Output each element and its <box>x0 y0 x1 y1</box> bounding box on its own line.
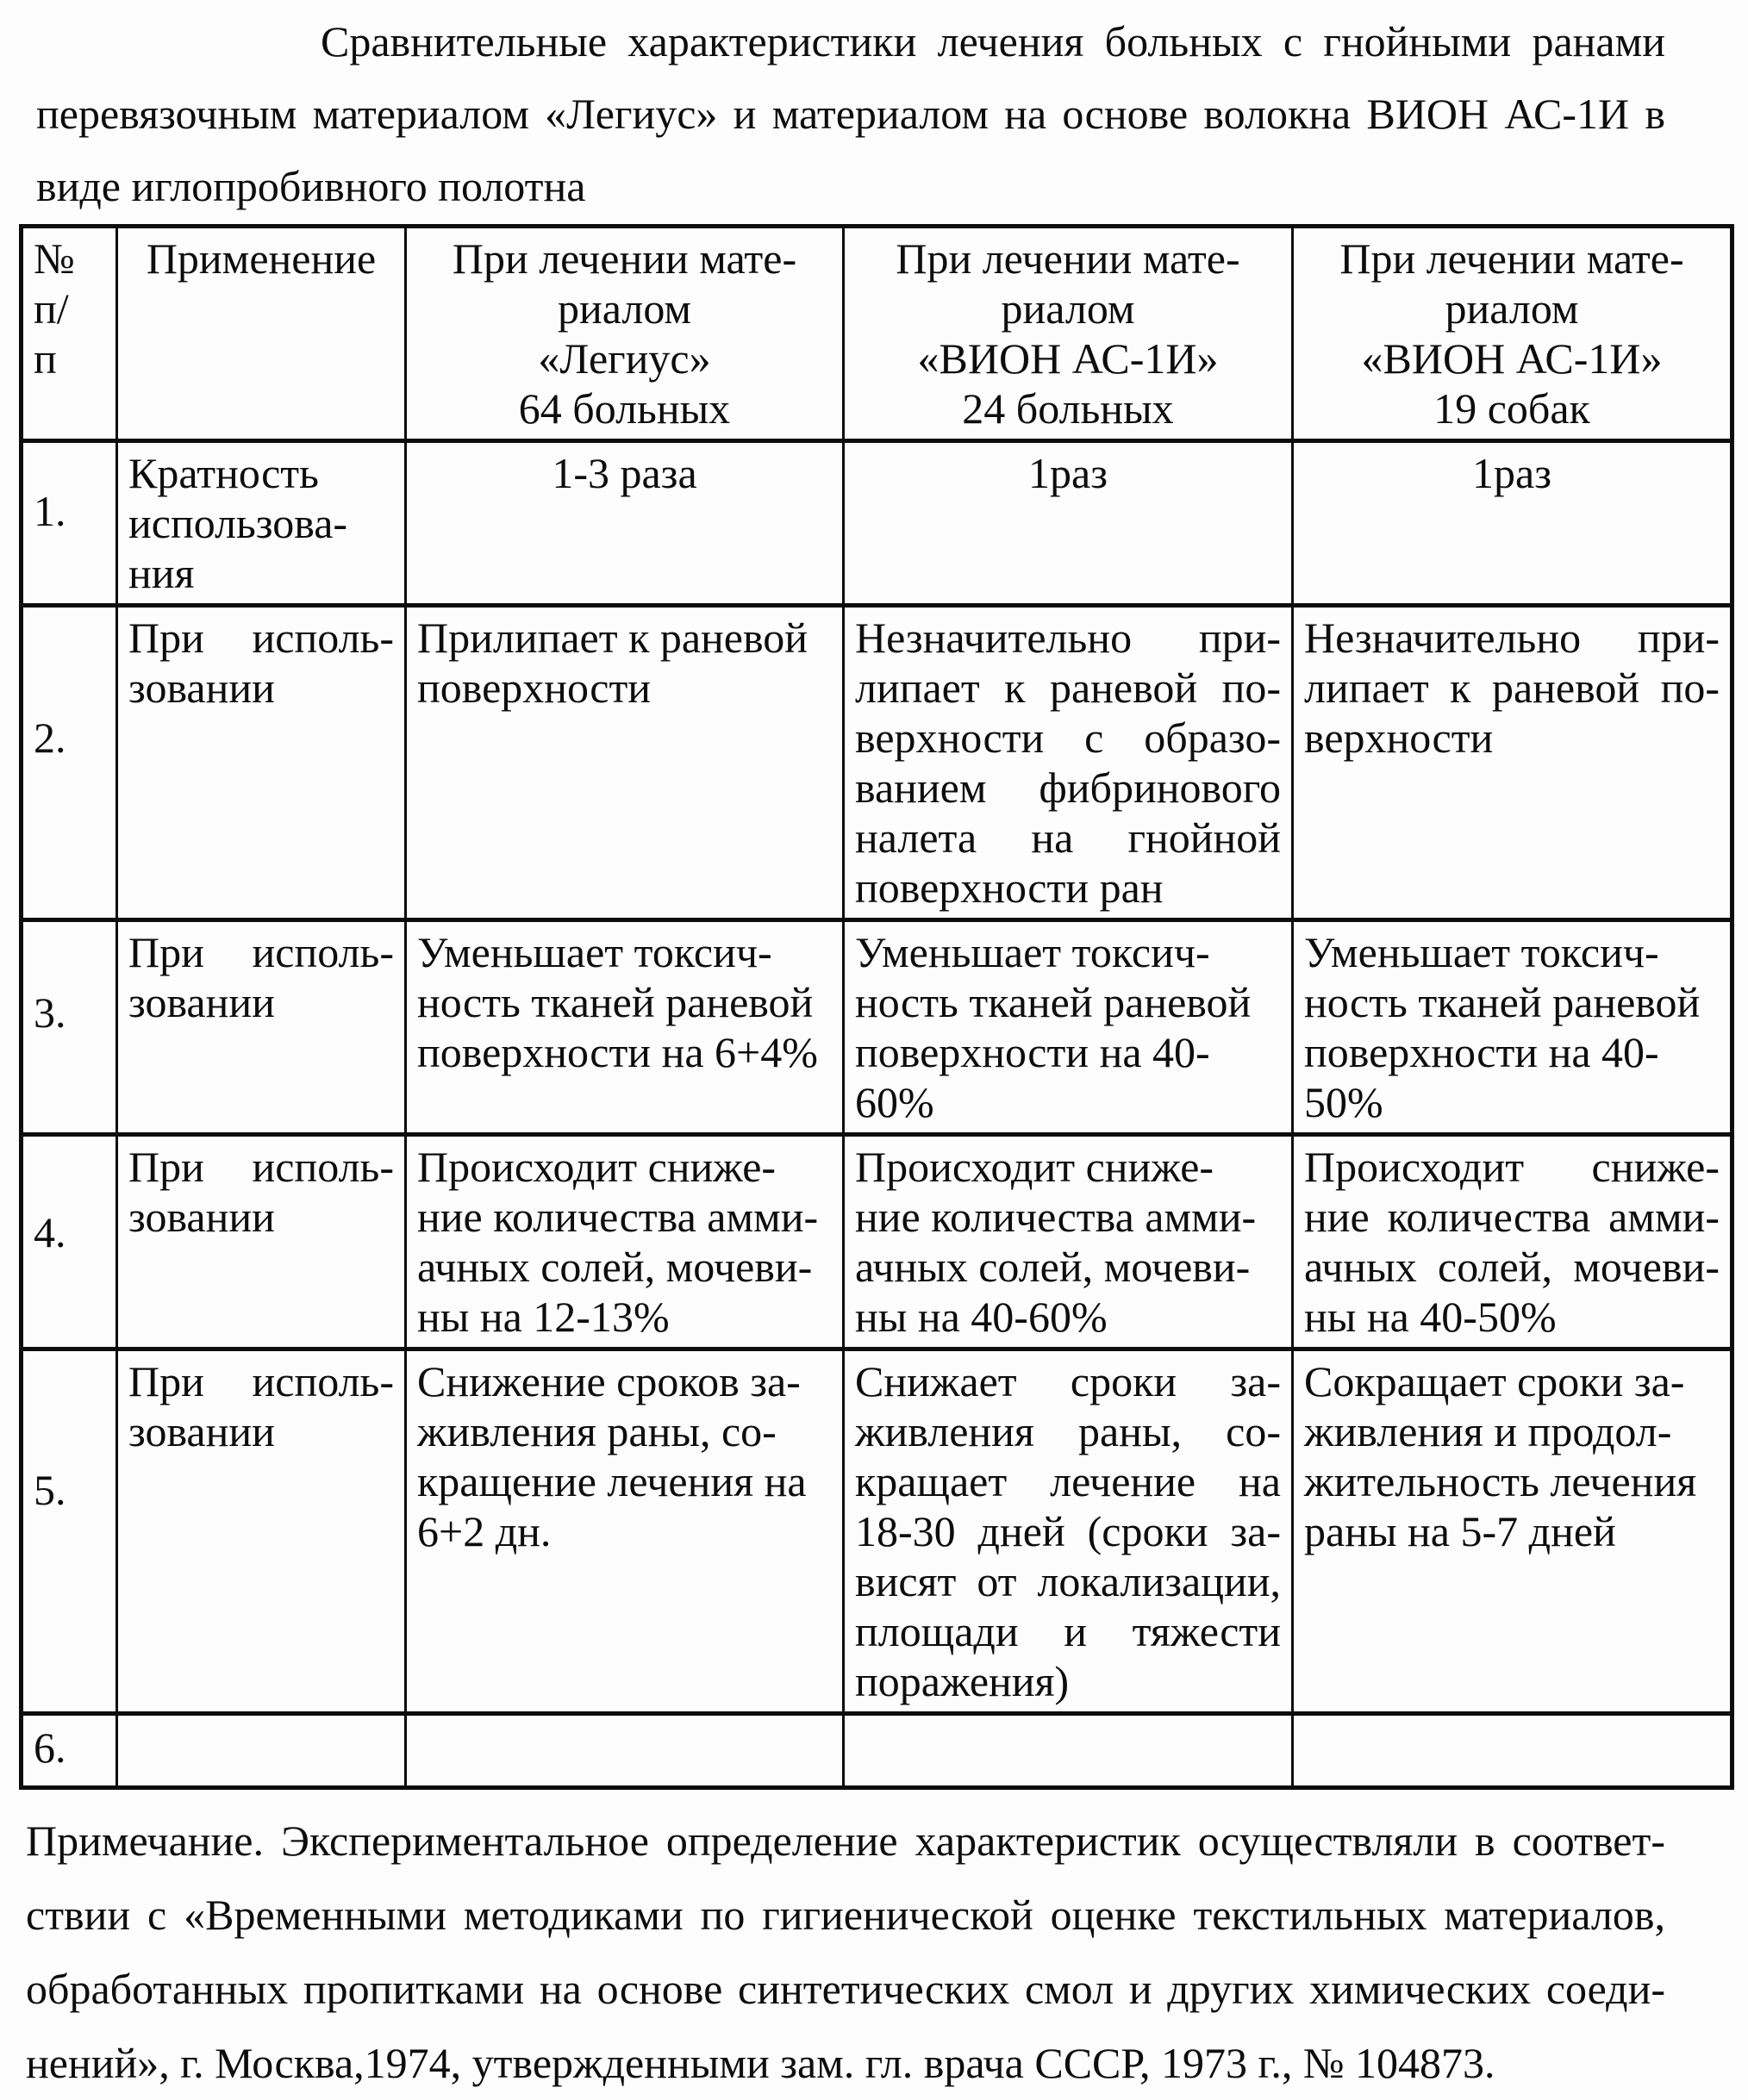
column-header-application: Применение <box>117 227 406 441</box>
row-number-cell: 4. <box>22 1135 117 1349</box>
vion19-cell: 1раз <box>1293 441 1732 606</box>
vion24-cell: Незначительно при- липает к раневой по- верхности с образо- ванием фибринового налета на гнойной поверхности ран <box>844 606 1293 920</box>
header-row <box>22 227 1732 441</box>
column-header-vion-19: При лечении мате- риалом «ВИОН АС-1И» 19 собак <box>1293 227 1732 441</box>
column-header-vion-24: При лечении мате- риалом «ВИОН АС-1И» 24 больных <box>844 227 1293 441</box>
legius-cell: Происходит сниже- ние количества амми- ачных солей, мочеви- ны на 12-13% <box>406 1135 844 1349</box>
legius-cell <box>406 1714 844 1788</box>
table-row <box>22 1135 1732 1349</box>
row-number-cell: 2. <box>22 606 117 920</box>
legius-cell: Прилипает к раневой поверхности <box>406 606 844 920</box>
application-cell: При исполь- зовании <box>117 920 406 1135</box>
application-cell: При исполь- зовании <box>117 1135 406 1349</box>
row-number-cell: 6. <box>22 1714 117 1788</box>
vion24-cell: 1раз <box>844 441 1293 606</box>
legius-cell: Снижение сроков за- живления раны, со- кращение лечения на 6+2 дн. <box>406 1349 844 1714</box>
legius-cell: 1-3 раза <box>406 441 844 606</box>
application-cell <box>117 1714 406 1788</box>
footnote: Примечание. Экспериментальное определение характеристик осуществляли в соответ- ствии с «Временными методиками по гигиенической оценке текстильных материалов, обработанных пропитками на основе синтетических смол и других химических соеди- нений», г. Москва,1974, утвержденными зам. гл. врача СССР, 1973 г., № 104873. <box>26 1816 1665 2087</box>
row-number-cell: 1. <box>22 441 117 606</box>
vion19-cell: Сокращает сроки за- живления и продол- жительность лечения раны на 5-7 дней <box>1293 1349 1732 1714</box>
row-number-cell: 3. <box>22 920 117 1135</box>
vion19-cell <box>1293 1714 1732 1788</box>
table-row <box>22 606 1732 920</box>
vion19-cell: Уменьшает токсич- ность тканей раневой поверхности на 40- 50% <box>1293 920 1732 1135</box>
vion19-cell: Происходит сниже- ние количества амми- ачных солей, мочеви- ны на 40-50% <box>1293 1135 1732 1349</box>
vion24-cell: Происходит сниже- ние количества амми- ачных солей, мочеви- ны на 40-60% <box>844 1135 1293 1349</box>
column-header-legius: При лечении мате- риалом «Легиус» 64 больных <box>406 227 844 441</box>
table-row <box>22 920 1732 1135</box>
table-row <box>22 441 1732 606</box>
table-row <box>22 1714 1732 1788</box>
vion19-cell: Незначительно при- липает к раневой по- верхности <box>1293 606 1732 920</box>
vion24-cell <box>844 1714 1293 1788</box>
comparison-table <box>19 224 1734 1790</box>
application-cell: Кратность использова- ния <box>117 441 406 606</box>
column-header-number: № п/ п <box>22 227 117 441</box>
legius-cell: Уменьшает токсич- ность тканей раневой поверхности на 6+4% <box>406 920 844 1135</box>
application-cell: При исполь- зовании <box>117 1349 406 1714</box>
application-cell: При исполь- зовании <box>117 606 406 920</box>
row-number-cell: 5. <box>22 1349 117 1714</box>
vion24-cell: Снижает сроки за- живления раны, со- кращает лечение на 18-30 дней (сроки за- висят от локализации, площади и тяжести поражения) <box>844 1349 1293 1714</box>
vion24-cell: Уменьшает токсич- ность тканей раневой поверхности на 40- 60% <box>844 920 1293 1135</box>
table-row <box>22 1349 1732 1714</box>
page-title: Сравнительные характеристики лечения больных с гнойными ранами перевязочным материалом «Легиус» и материалом на основе волокна ВИОН АС-1И в виде иглопробивного полотна <box>36 17 1665 210</box>
